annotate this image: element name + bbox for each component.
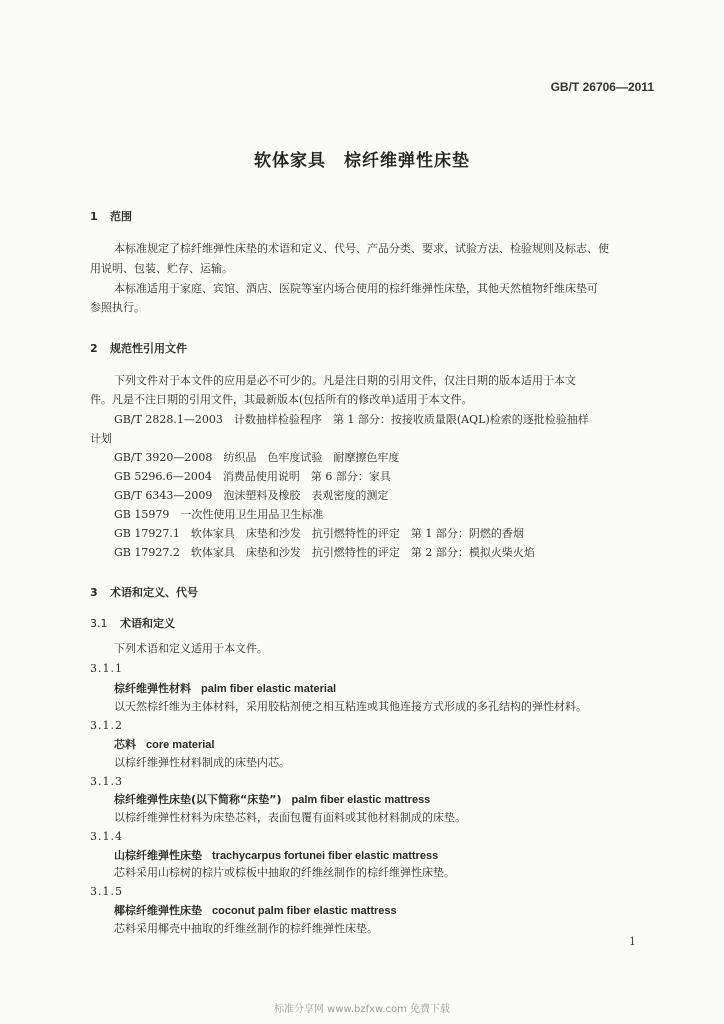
section-number: 1 (90, 210, 98, 223)
section-number: 3 (90, 586, 98, 599)
page-number: 1 (629, 935, 636, 948)
section-heading-scope (90, 210, 132, 224)
section-heading-normative-references (90, 342, 187, 356)
standard-code: GB/T 26706—2011 (550, 80, 654, 94)
term-name-en: trachycarpus fortunei fiber elastic mattress (212, 850, 439, 862)
term-name-en: palm fiber elastic material (201, 683, 337, 695)
term-definition: 以棕纤维弹性材料制成的床垫内芯。 (114, 756, 290, 769)
document-title: 软体家具 棕纤维弹性床垫 (254, 151, 470, 171)
reference-item: GB/T 6343—2009 泡沫塑料及橡胶 表观密度的测定 (114, 489, 389, 502)
term-name-zh: 椰棕纤维弹性床垫 (114, 904, 202, 917)
reference-item: GB 15979 一次性使用卫生用品卫生标准 (114, 508, 324, 521)
section-title: 术语和定义、代号 (110, 586, 198, 599)
term-name-en: core material (146, 739, 215, 751)
paragraph-line: 下列术语和定义适用于本文件。 (114, 642, 268, 655)
term-definition: 以棕纤维弹性材料为床垫芯料，表面包覆有面料或其他材料制成的床垫。 (114, 811, 466, 824)
paragraph-line: 本标准规定了棕纤维弹性床垫的术语和定义、代号、产品分类、要求、试验方法、检验规则及标志、使 (114, 242, 609, 255)
term-name-zh: 山棕纤维弹性床垫 (114, 849, 202, 862)
term-name-en: coconut palm fiber elastic mattress (212, 905, 397, 917)
term-name (114, 904, 397, 918)
reference-item: GB/T 3920—2008 纺织品 色牢度试验 耐摩擦色牢度 (114, 451, 400, 464)
term-number: 3.1.5 (90, 885, 123, 898)
term-definition: 芯料采用山棕树的棕片或棕板中抽取的纤维丝制作的棕纤维弹性床垫。 (114, 866, 455, 879)
footer-watermark: 标准分享网 www.bzfxw.com 免费下载 (274, 1004, 450, 1015)
section-title: 范围 (110, 210, 132, 223)
term-name-zh: 棕纤维弹性材料 (114, 682, 191, 695)
term-name-zh: 芯料 (114, 738, 136, 751)
term-definition: 以天然棕纤维为主体材料，采用胶粘剂使之相互粘连或其他连接方式形成的多孔结构的弹性材料。 (114, 700, 587, 713)
term-number: 3.1.1 (90, 662, 123, 675)
term-name-en: palm fiber elastic mattress (291, 794, 431, 806)
term-name-zh: 棕纤维弹性床垫(以下简称“床垫”) (114, 793, 282, 806)
reference-item: 计划 (90, 432, 112, 445)
section-heading-terms (90, 586, 198, 600)
reference-item: GB 5296.6—2004 消费品使用说明 第 6 部分：家具 (114, 470, 391, 483)
term-definition: 芯料采用椰壳中抽取的纤维丝制作的棕纤维弹性床垫。 (114, 922, 378, 935)
term-name (114, 849, 438, 863)
term-number: 3.1.3 (90, 775, 123, 788)
section-number: 2 (90, 342, 98, 355)
subsection-title: 术语和定义 (120, 617, 175, 630)
section-title: 规范性引用文件 (110, 342, 187, 355)
term-number: 3.1.2 (90, 719, 123, 732)
paragraph-line: 参照执行。 (90, 301, 145, 314)
subsection-number: 3.1 (90, 617, 108, 630)
paragraph-line: 本标准适用于家庭、宾馆、酒店、医院等室内场合使用的棕纤维弹性床垫，其他天然植物纤维床垫可 (114, 282, 598, 295)
paragraph-line: 下列文件对于本文件的应用是必不可少的。凡是注日期的引用文件，仅注日期的版本适用于本文 (114, 374, 576, 387)
paragraph-line: 件。凡是不注日期的引用文件，其最新版本(包括所有的修改单)适用于本文件。 (90, 393, 473, 406)
subsection-heading (90, 617, 175, 631)
term-name (114, 793, 430, 807)
term-name (114, 682, 336, 696)
reference-item: GB 17927.1 软体家具 床垫和沙发 抗引燃特性的评定 第 1 部分：阴燃的香烟 (114, 527, 524, 540)
reference-item: GB/T 2828.1—2003 计数抽样检验程序 第 1 部分：按接收质量限(AQL)检索的逐批检验抽样 (114, 413, 589, 426)
reference-item: GB 17927.2 软体家具 床垫和沙发 抗引燃特性的评定 第 2 部分：模拟火柴火焰 (114, 546, 535, 559)
term-number: 3.1.4 (90, 830, 123, 843)
paragraph-line: 用说明、包装、贮存、运输。 (90, 262, 233, 275)
term-name (114, 738, 214, 752)
